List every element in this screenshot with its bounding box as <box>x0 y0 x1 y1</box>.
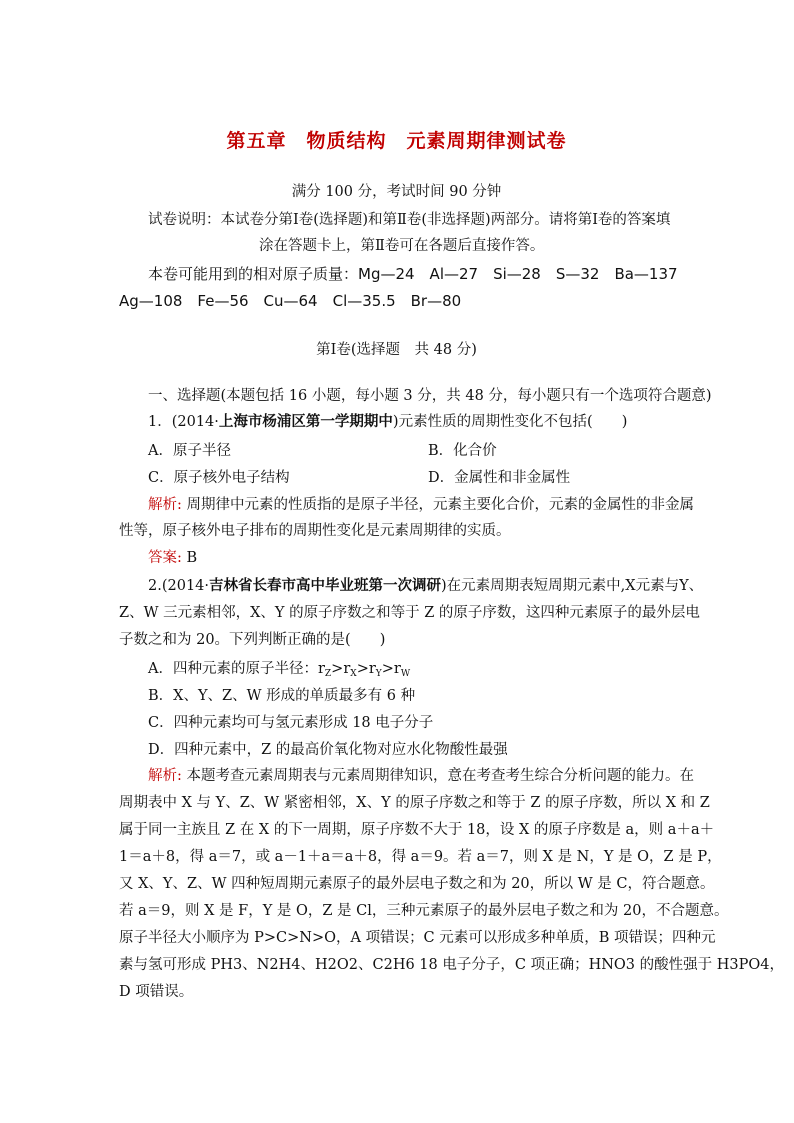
q2-analysis-line-1 <box>148 766 694 786</box>
q2-prefix: 2.(2014· <box>148 578 210 594</box>
page-title: 第五章 物质结构 元素周期律测试卷 <box>226 130 567 152</box>
q1-option-d: D．金属性和非金属性 <box>428 470 571 486</box>
instructions-line-1: 试卷说明：本试卷分第Ⅰ卷(选择题)和第Ⅱ卷(非选择题)两部分。请将第Ⅰ卷的答案填 <box>148 212 671 228</box>
q2-analysis-line-9: D 项错误。 <box>119 984 194 1000</box>
q1-prefix: 1．(2014· <box>148 414 219 430</box>
q2-analysis-line-8: 素与氢可形成 PH3、N2H4、H2O2、C2H6 18 电子分子，C 项正确；HNO3 的酸性强于 H3PO4， <box>119 957 784 973</box>
q2-option-a: A．四种元素的原子半径：$r_Z>r_X>r_Y>r_W$ <box>148 661 411 679</box>
q1-answer-value: B <box>181 550 198 566</box>
question-2-stem-line-3: 子数之和为 20。下列判断正确的是( ) <box>119 632 386 648</box>
q1-answer-label: 答案: <box>148 550 182 566</box>
q1-option-b: B．化合价 <box>428 443 497 459</box>
q1-source: 上海市杨浦区第一学期期中 <box>218 413 393 430</box>
q2-analysis-line-6: 若 a＝9，则 X 是 F，Y 是 O，Z 是 Cl，三种元素原子的最外层电子数之和为 20，不合题意。 <box>119 903 729 919</box>
q2-stem-1: )在元素周期表短周期元素中,X元素与Y、 <box>441 578 704 594</box>
q2-analysis-text-1: 本题考查元素周期表与元素周期律知识，意在考查考生综合分析问题的能力。在 <box>181 768 694 784</box>
q1-option-c: C．原子核外电子结构 <box>148 470 290 486</box>
part-intro: 一、选择题(本题包括 16 小题，每小题 3 分，共 48 分，每小题只有一个选项符合题意) <box>148 388 712 404</box>
q2-analysis-line-4: 1＝a＋8，得 a＝7，或 a－1＋a＝a＋8，得 a＝9。若 a＝7，则 X 是 N，Y 是 O，Z 是 P， <box>119 849 722 865</box>
question-2-stem-line-1 <box>148 576 704 596</box>
q2-analysis-line-3: 属于同一主族且 Z 在 X 的下一周期，原子序数不大于 18，设 X 的原子序数是 a，则 a＋a＋ <box>119 822 715 838</box>
q2-option-c: C．四种元素均可与氢元素形成 18 电子分子 <box>148 715 434 731</box>
q1-option-a: A．原子半径 <box>148 443 231 459</box>
q2-analysis-line-2: 周期表中 X 与 Y、Z、W 紧密相邻，X、Y 的原子序数之和等于 Z 的原子序数，所以 X 和 Z <box>119 795 710 811</box>
q1-answer <box>148 548 674 568</box>
question-1-stem <box>148 412 674 432</box>
q1-stem-text: )元素性质的周期性变化不包括( ) <box>392 414 628 430</box>
q2-analysis-line-7: 原子半径大小顺序为 P>C>N>O，A 项错误；C 元素可以形成多种单质，B 项错误；四种元 <box>119 930 716 946</box>
q2-option-d: D．四种元素中，Z 的最高价氧化物对应水化物酸性最强 <box>148 742 508 758</box>
atomic-mass-line-1: 本卷可能用到的相对原子质量：Mg—24 Al—27 Si—28 S—32 Ba—137 <box>148 265 678 283</box>
q1-analysis-line-1 <box>148 495 694 515</box>
instructions-line-2: 涂在答题卡上，第Ⅱ卷可在各题后直接作答。 <box>259 238 545 254</box>
q2-option-b: B．X、Y、Z、W 形成的单质最多有 6 种 <box>148 688 416 704</box>
q1-analysis-line-2: 性等，原子核外电子排布的周期性变化是元素周期律的实质。 <box>119 523 511 539</box>
q2-source: 吉林省长春市高中毕业班第一次调研 <box>209 577 442 594</box>
atomic-mass-line-2: Ag—108 Fe—56 Cu—64 Cl—35.5 Br—80 <box>119 292 462 310</box>
q2-analysis-label: 解析: <box>148 768 182 784</box>
q2-analysis-line-5: 又 X、Y、Z、W 四种短周期元素原子的最外层电子数之和为 20，所以 W 是 C，符合题意。 <box>119 876 715 892</box>
question-2-stem-line-2: Z、W 三元素相邻，X、Y 的原子序数之和等于 Z 的原子序数，这四种元素原子的最外层电 <box>119 605 700 621</box>
q1-analysis-label: 解析: <box>148 497 182 513</box>
exam-meta: 满分 100 分，考试时间 90 分钟 <box>291 184 502 200</box>
q1-analysis-text-1: 周期律中元素的性质指的是原子半径，元素主要化合价，元素的金属性的非金属 <box>181 497 694 513</box>
section-title: 第Ⅰ卷(选择题 共 48 分) <box>316 342 477 358</box>
q2-option-a-text: A．四种元素的原子半径：r <box>148 661 325 677</box>
